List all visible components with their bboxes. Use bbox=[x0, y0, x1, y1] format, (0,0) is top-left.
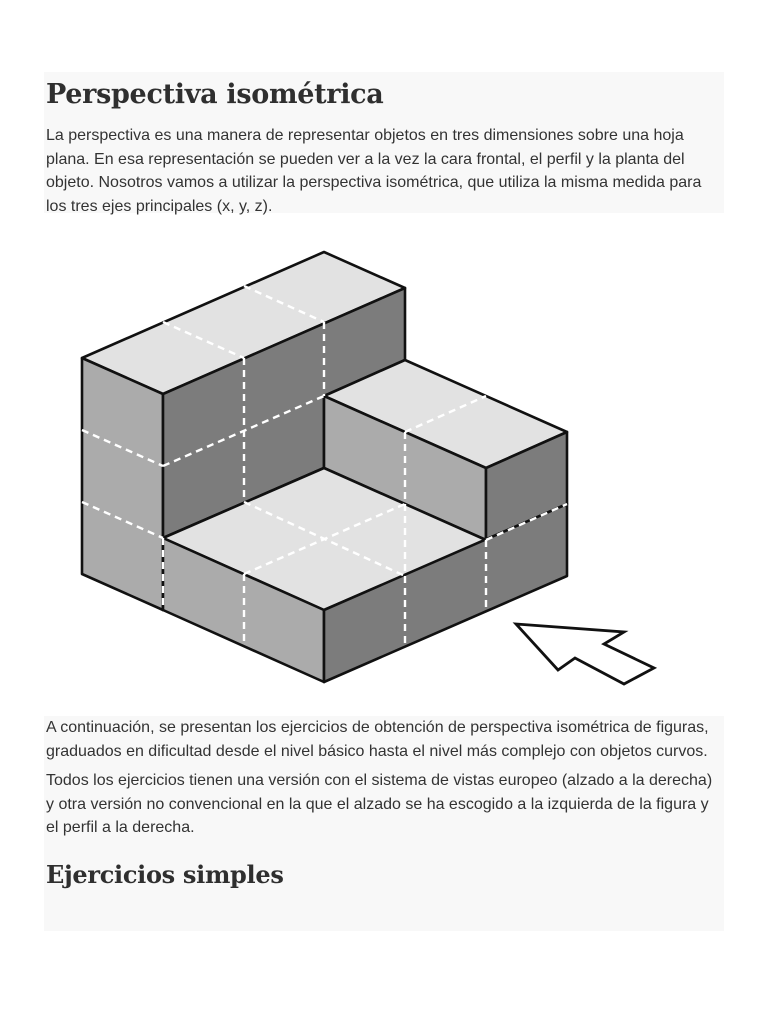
page-title: Perspectiva isométrica bbox=[46, 79, 384, 110]
section-heading: Ejercicios simples bbox=[46, 859, 284, 889]
description-section bbox=[44, 716, 724, 931]
view-direction-arrow-icon bbox=[516, 624, 654, 684]
description-paragraph-1: A continuación, se presentan los ejercicios de obtención de perspectiva isométrica de figuras, graduados en dificultad desde el nivel básico hasta el nivel más complejo con objetos curvos. bbox=[46, 719, 709, 760]
description-paragraph-2: Todos los ejercicios tienen una versión con el sistema de vistas europeo (alzado a la derecha) y otra versión no convencional en la que el alzado se ha escogido a la izquierda de la figura y el perfil a la derecha. bbox=[46, 772, 713, 836]
intro-section bbox=[44, 72, 724, 213]
wall-front-face bbox=[82, 358, 163, 610]
isometric-figure bbox=[70, 238, 670, 688]
isometric-cube-assembly-icon bbox=[82, 252, 567, 682]
intro-paragraph: La perspectiva es una manera de representar objetos en tres dimensiones sobre una hoja plana. En esa representación se pueden ver a la vez la cara frontal, el perfil y la planta del objeto. Nosotros vamos a utilizar la perspectiva isométrica, que utiliza la misma medida para los tres ejes principales (x, y, z). bbox=[46, 127, 702, 215]
